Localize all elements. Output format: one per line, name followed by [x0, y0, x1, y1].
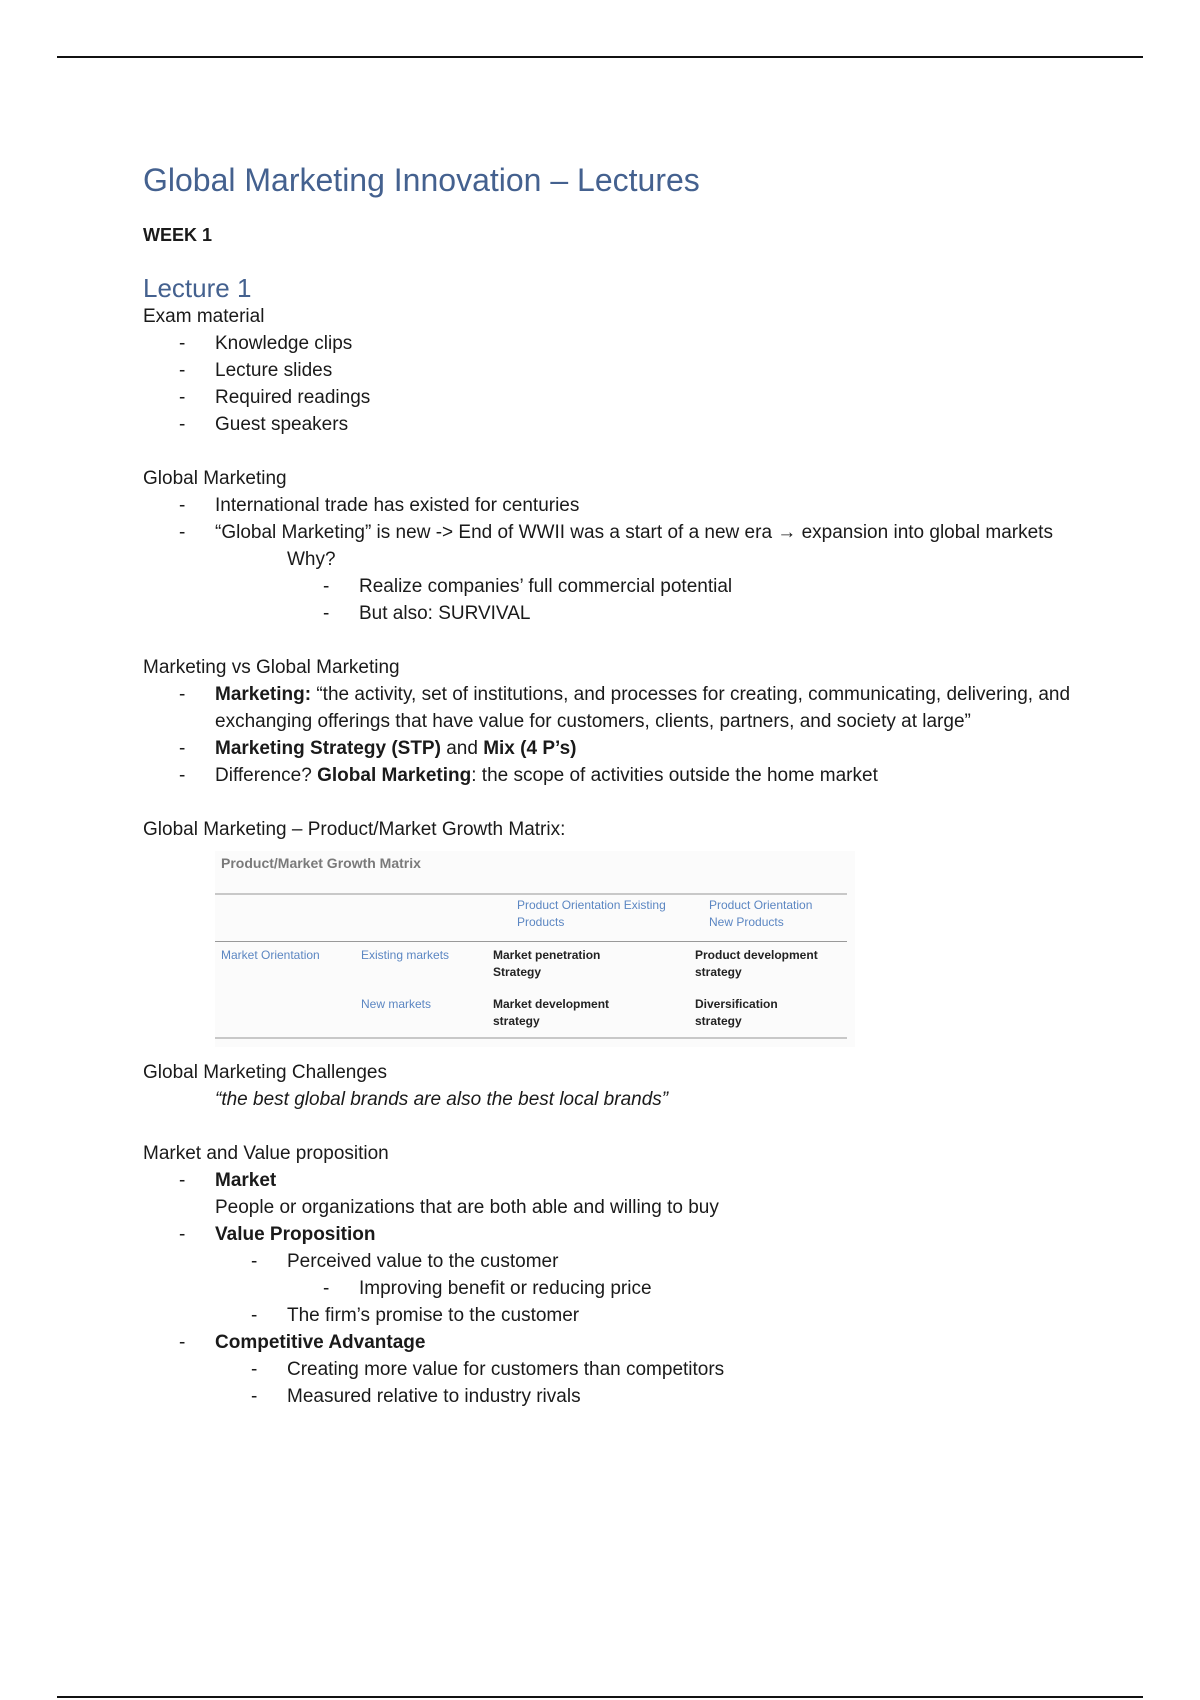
list-item: - Measured relative to industry rivals — [215, 1383, 1093, 1410]
list-item: - Improving benefit or reducing price — [287, 1275, 1093, 1302]
value-list — [143, 1221, 1093, 1248]
why-label: Why? — [287, 549, 336, 570]
value-proposition-section — [143, 1140, 1093, 1410]
matrix-row-header: New markets — [361, 997, 432, 1011]
value-list — [143, 1167, 1093, 1194]
growth-matrix-title: Global Marketing – Product/Market Growth Matrix: — [143, 819, 566, 840]
difference-label: Global Marketing — [317, 765, 472, 786]
marketing-vs-global-section — [143, 654, 1093, 789]
list-item: - Required readings — [143, 384, 1093, 411]
global-marketing-section — [143, 465, 1093, 627]
connector-text: and — [440, 738, 484, 759]
lecture-heading: Lecture 1 — [143, 273, 252, 303]
matrix-col-header: Product Orientation Existing Products — [517, 898, 666, 929]
challenges-section — [143, 1059, 1093, 1113]
footer-rule — [57, 1696, 1143, 1698]
exam-title: Exam material — [143, 306, 265, 327]
market-label: Market — [215, 1170, 277, 1191]
list-item — [143, 762, 1093, 789]
difference-prefix: Difference? — [215, 765, 318, 786]
value-proposition-label: Value Proposition — [215, 1224, 376, 1245]
list-item: - Perceived value to the customer — [215, 1248, 1093, 1275]
challenges-quote: “the best global brands are also the best local brands” — [215, 1089, 669, 1110]
matrix-row-header: Existing markets — [361, 948, 450, 962]
market-definition: People or organizations that are both able and willing to buy — [215, 1197, 719, 1218]
value-list — [143, 1329, 1093, 1356]
list-item: - Knowledge clips — [143, 330, 1093, 357]
growth-matrix-section — [143, 816, 1093, 1047]
list-item: - But also: SURVIVAL — [287, 600, 1093, 627]
marketing-vs-global-title: Marketing vs Global Marketing — [143, 657, 400, 678]
global-marketing-list — [143, 492, 1093, 546]
list-item — [143, 735, 1093, 762]
list-item — [143, 681, 1093, 735]
value-proposition-sublist — [143, 1275, 1093, 1302]
document-title: Global Marketing Innovation – Lectures — [143, 162, 700, 198]
competitive-advantage-list — [143, 1356, 1093, 1410]
marketing-definition: “the activity, set of institutions, and processes for creating, communicating, delivering, and exchanging offerings that have value for customers, clients, partners, and society at large” — [215, 684, 1071, 732]
value-proposition-title: Market and Value proposition — [143, 1143, 389, 1164]
matrix-cell: Market penetration Strategy — [493, 948, 601, 979]
list-item: - Lecture slides — [143, 357, 1093, 384]
difference-text: : the scope of activities outside the home market — [471, 765, 878, 786]
exam-section — [143, 303, 1093, 438]
list-item: - Realize companies’ full commercial potential — [287, 573, 1093, 600]
list-item — [143, 1167, 1093, 1194]
matrix-image-title: Product/Market Growth Matrix — [221, 855, 421, 871]
matrix-cell: Market development strategy — [493, 997, 610, 1028]
matrix-rule — [215, 941, 847, 942]
header-rule — [57, 56, 1143, 58]
mix-label: Mix (4 P’s) — [483, 738, 577, 759]
list-item: - Creating more value for customers than competitors — [215, 1356, 1093, 1383]
list-item: - The firm’s promise to the customer — [215, 1302, 1093, 1329]
growth-matrix-figure — [215, 851, 855, 1047]
challenges-title: Global Marketing Challenges — [143, 1062, 387, 1083]
week-heading: WEEK 1 — [143, 225, 213, 245]
global-marketing-title: Global Marketing — [143, 468, 287, 489]
strategy-label: Marketing Strategy (STP) — [215, 738, 441, 759]
matrix-cell: Diversification strategy — [695, 997, 778, 1028]
matrix-cell: Product development strategy — [695, 948, 818, 979]
marketing-vs-global-list — [143, 681, 1093, 789]
value-proposition-list — [143, 1302, 1093, 1329]
list-item: - “Global Marketing” is new -> End of WWII was a start of a new era → expansion into global markets — [143, 519, 1093, 546]
matrix-rule — [215, 1037, 847, 1039]
document-body — [143, 160, 1093, 1410]
matrix-rule — [215, 893, 847, 895]
matrix-row-group: Market Orientation — [221, 948, 320, 962]
list-item: - Guest speakers — [143, 411, 1093, 438]
exam-list — [143, 330, 1093, 438]
marketing-label: Marketing: — [215, 684, 312, 705]
value-proposition-list — [143, 1248, 1093, 1275]
list-item — [143, 1329, 1093, 1356]
competitive-advantage-label: Competitive Advantage — [215, 1332, 426, 1353]
list-item — [143, 1221, 1093, 1248]
list-item: - International trade has existed for centuries — [143, 492, 1093, 519]
why-list — [143, 573, 1093, 627]
matrix-col-header: Product Orientation New Products — [709, 898, 813, 929]
